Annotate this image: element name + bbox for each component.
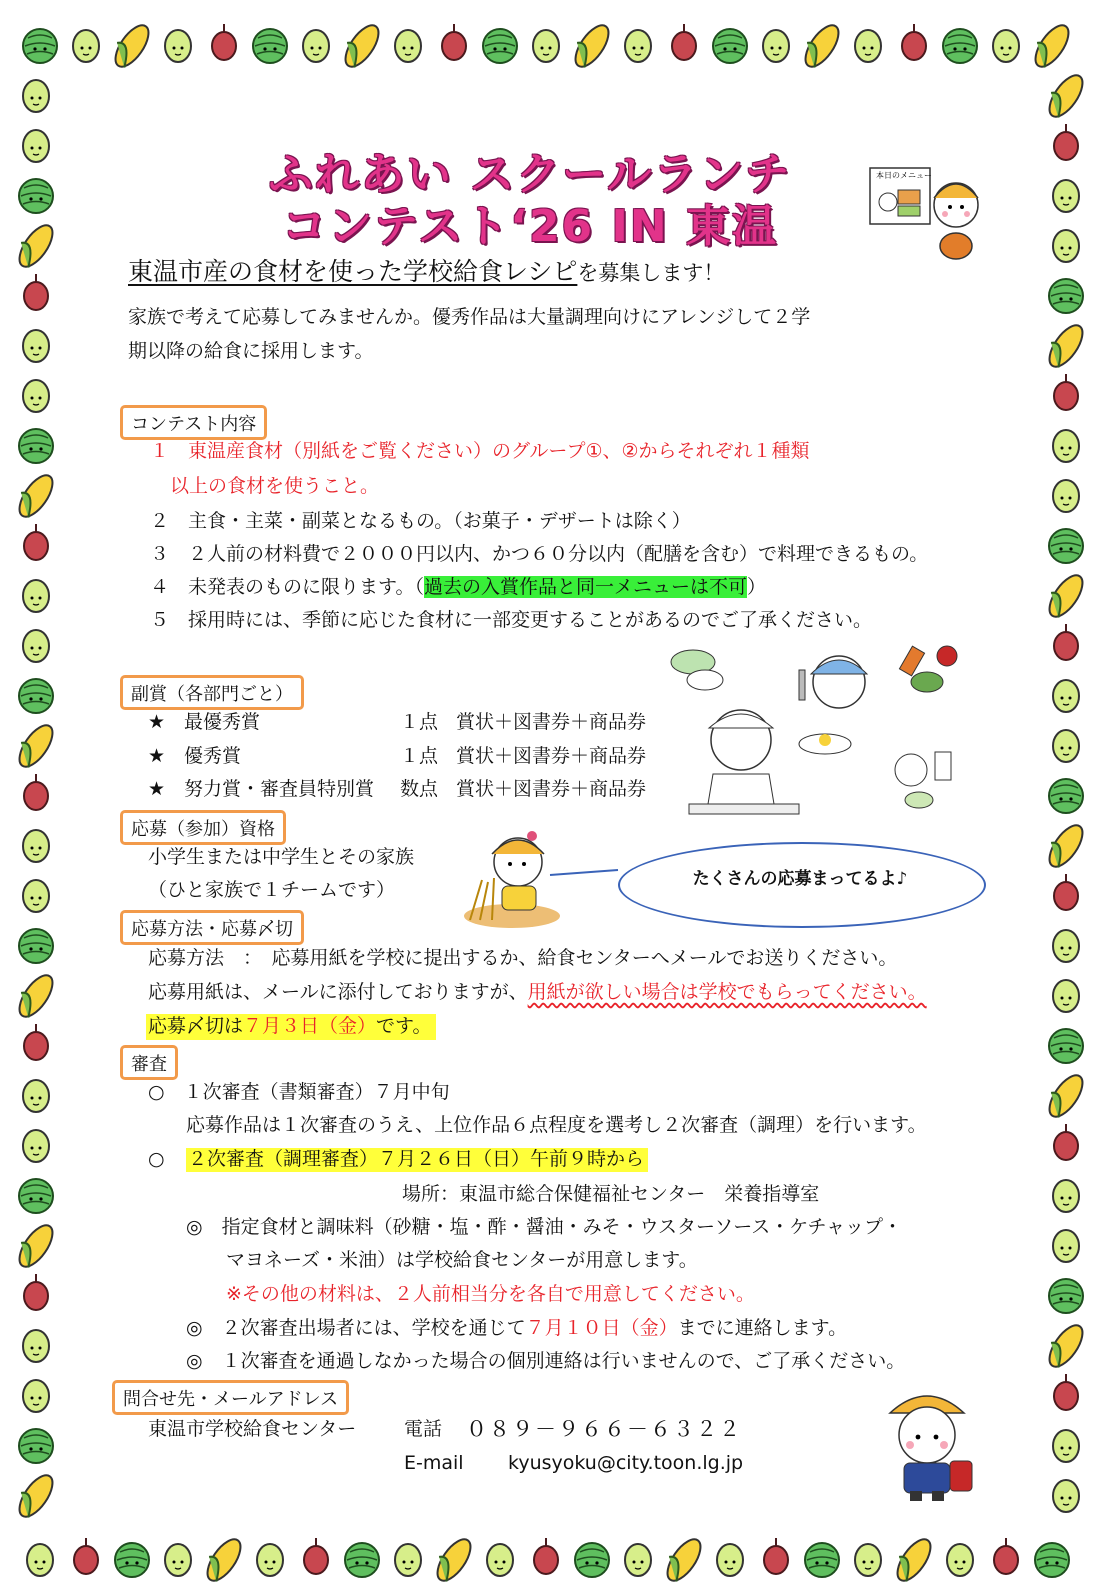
vegetable-icon bbox=[1053, 680, 1079, 712]
lunch-girl-illustration bbox=[868, 160, 988, 260]
vegetable-icon bbox=[1054, 624, 1078, 660]
vegetable-icon bbox=[108, 20, 155, 72]
judging-note-3: ◎ １次審査を通過しなかった場合の個別連絡は行いませんので、ご了承ください。 bbox=[186, 1350, 906, 1372]
deadline bbox=[146, 1014, 436, 1040]
vegetable-icon bbox=[345, 1543, 379, 1577]
vegetable-icon bbox=[23, 830, 49, 862]
vegetable-icon bbox=[338, 20, 385, 72]
vegetable-icon bbox=[763, 30, 789, 62]
vegetable-icon bbox=[1053, 230, 1079, 262]
judging-note-2-pre: ◎ ２次審査出場者には、学校を通じて bbox=[186, 1317, 526, 1339]
contact-tel: ０８９－９６６－６３２２ bbox=[466, 1417, 742, 1441]
vegetable-icon bbox=[115, 1543, 149, 1577]
prize-name: ★ 最優秀賞 bbox=[148, 711, 261, 733]
prize-count: １点 bbox=[400, 711, 439, 733]
menu-card-label: 本日のメニュー bbox=[876, 171, 932, 180]
section-heading-method: 応募方法・応募〆切 bbox=[120, 910, 304, 945]
vegetable-icon bbox=[253, 29, 287, 63]
judging-place: 場所：東温市総合保健福祉センター 栄養指導室 bbox=[402, 1183, 820, 1205]
prize-name: ★ 優秀賞 bbox=[148, 745, 242, 767]
judging-first-detail: 応募作品は１次審査のうえ、上位作品６点程度を選考し２次審査（調理）を行います。 bbox=[186, 1114, 927, 1136]
section-heading-judging: 審査 bbox=[120, 1045, 178, 1080]
method-line-2-red: 用紙が欲しい場合は学校でもらってください。 bbox=[527, 981, 927, 1003]
method-line-1: 応募方法 ： 応募用紙を学校に提出するか、給食センターへメールでお送りください。 bbox=[148, 947, 898, 969]
contest-item-1-line-1: １ 東温産食材（別紙をご覧ください）のグループ①、②からそれぞれ１種類 bbox=[150, 440, 810, 462]
contest-item-4 bbox=[150, 576, 766, 600]
vegetable-icon bbox=[1053, 180, 1079, 212]
vegetable-icon bbox=[74, 1538, 98, 1574]
vegetable-icon bbox=[1028, 20, 1075, 72]
vegetable-icon bbox=[27, 1544, 53, 1576]
vegetable-icon bbox=[672, 24, 696, 60]
contact-email[interactable]: kyusyoku@city.toon.lg.jp bbox=[508, 1452, 744, 1474]
vegetable-icon bbox=[994, 1538, 1018, 1574]
vegetable-icon bbox=[23, 330, 49, 362]
vegetable-icon bbox=[19, 179, 53, 213]
vegetable-icon bbox=[23, 880, 49, 912]
vegetable-icon bbox=[1053, 930, 1079, 962]
vegetable-icon bbox=[947, 1544, 973, 1576]
vegetable-icon bbox=[1053, 1480, 1079, 1512]
vegetable-icon bbox=[625, 30, 651, 62]
vegetable-icon bbox=[23, 1080, 49, 1112]
vegetable-icon bbox=[1042, 70, 1089, 122]
judging-second-mark: ○ bbox=[148, 1148, 165, 1170]
vegetable-icon bbox=[902, 24, 926, 60]
vegetable-icon bbox=[430, 1534, 477, 1586]
deadline-pre: 応募〆切は bbox=[148, 1015, 244, 1037]
vegetable-icon bbox=[1054, 1124, 1078, 1160]
vegetable-icon bbox=[19, 929, 53, 963]
vegetable-icon bbox=[1042, 570, 1089, 622]
vegetable-icon bbox=[483, 29, 517, 63]
prize-reward: 賞状＋図書券＋商品券 bbox=[456, 778, 647, 800]
vegetable-icon bbox=[1042, 1070, 1089, 1122]
speech-bubble-text: たくさんの応募まってるよ♪ bbox=[692, 869, 908, 889]
judging-second: ２次審査（調理審査）７月２６日（日）午前９時から bbox=[186, 1148, 648, 1172]
vegetable-icon bbox=[1049, 1029, 1083, 1063]
vegetable-icon bbox=[23, 80, 49, 112]
vegetable-icon bbox=[12, 970, 59, 1022]
intro-line-1: 家族で考えて応募してみませんか。優秀作品は大量調理向けにアレンジして２学 bbox=[128, 306, 811, 328]
vegetable-icon bbox=[23, 1330, 49, 1362]
contact-email-label: E-mail bbox=[404, 1452, 464, 1474]
vegetable-icon bbox=[890, 1534, 937, 1586]
vegetable-icon bbox=[12, 1220, 59, 1272]
vegetable-icon bbox=[487, 1544, 513, 1576]
contest-item-3: ３ ２人前の材料費で２０００円以内、かつ６０分以内（配膳を含む）で料理できるもの。 bbox=[150, 543, 929, 565]
vegetable-icon bbox=[660, 1534, 707, 1586]
vegetable-icon bbox=[12, 220, 59, 272]
vegetable-icon bbox=[1053, 480, 1079, 512]
vegetable-icon bbox=[19, 679, 53, 713]
prize-count: １点 bbox=[400, 745, 439, 767]
vegetable-icon bbox=[1054, 374, 1078, 410]
vegetable-icon bbox=[855, 30, 881, 62]
vegetable-icon bbox=[165, 30, 191, 62]
vegetable-icon bbox=[1053, 1230, 1079, 1262]
contact-org: 東温市学校給食センター bbox=[148, 1418, 357, 1440]
vegetable-icon bbox=[19, 1179, 53, 1213]
vegetable-icon bbox=[23, 1380, 49, 1412]
vegetable-icon bbox=[1053, 980, 1079, 1012]
cooking-kids-illustration bbox=[665, 640, 975, 820]
lead-suffix: を募集します！ bbox=[577, 261, 725, 285]
vegetable-icon bbox=[713, 29, 747, 63]
contact-tel-label: 電話 bbox=[404, 1418, 443, 1440]
vegetable-icon bbox=[1054, 1374, 1078, 1410]
vegetable-icon bbox=[1049, 279, 1083, 313]
method-line-2-pre: 応募用紙は、メールに添付しておりますが、 bbox=[148, 981, 528, 1003]
intro-line-2: 期以降の給食に採用します。 bbox=[128, 340, 374, 362]
vegetable-icon bbox=[19, 1429, 53, 1463]
vegetable-icon bbox=[534, 1538, 558, 1574]
vegetable-icon bbox=[1053, 1180, 1079, 1212]
judging-first: ○ １次審査（書類審査）７月中旬 bbox=[148, 1081, 450, 1103]
vegetable-icon bbox=[1049, 779, 1083, 813]
eligibility-line-2: （ひと家族で１チームです） bbox=[148, 879, 396, 901]
vegetable-icon bbox=[304, 1538, 328, 1574]
title-line-2: コンテスト‘26 IN 東温 bbox=[281, 201, 779, 252]
vegetable-icon bbox=[23, 380, 49, 412]
section-heading-contest: コンテスト内容 bbox=[120, 405, 267, 440]
vegetable-icon bbox=[568, 20, 615, 72]
vegetable-icon bbox=[855, 1544, 881, 1576]
contest-item-4-pre: ４ 未発表のものに限ります。（ bbox=[150, 576, 424, 598]
section-heading-prizes: 副賞（各部門ごと） bbox=[120, 675, 304, 710]
vegetable-icon bbox=[1042, 820, 1089, 872]
vegetable-icon bbox=[23, 580, 49, 612]
vegetable-icon bbox=[442, 24, 466, 60]
vegetable-icon bbox=[1042, 1320, 1089, 1372]
vegetable-icon bbox=[23, 29, 57, 63]
judging-note-2-post: までに連絡します。 bbox=[677, 1317, 848, 1339]
vegetable-icon bbox=[805, 1543, 839, 1577]
prize-reward: 賞状＋図書券＋商品券 bbox=[456, 745, 647, 767]
contest-item-5: ５ 採用時には、季節に応じた食材に一部変更することがあるのでご了承ください。 bbox=[150, 609, 873, 631]
vegetable-icon bbox=[24, 274, 48, 310]
section-heading-eligibility: 応募（参加）資格 bbox=[120, 810, 286, 845]
section-heading-contact: 問合せ先・メールアドレス bbox=[112, 1380, 349, 1415]
vegetable-icon bbox=[1054, 874, 1078, 910]
vegetable-icon bbox=[12, 720, 59, 772]
vegetable-icon bbox=[24, 1024, 48, 1060]
vegetable-icon bbox=[303, 30, 329, 62]
harvest-girl-illustration bbox=[462, 820, 622, 930]
vegetable-icon bbox=[200, 1534, 247, 1586]
prize-reward: 賞状＋図書券＋商品券 bbox=[456, 711, 647, 733]
lead-text bbox=[128, 252, 724, 288]
vegetable-icon bbox=[257, 1544, 283, 1576]
vegetable-icon bbox=[165, 1544, 191, 1576]
judging-note-2 bbox=[186, 1317, 847, 1341]
vegetable-icon bbox=[19, 429, 53, 463]
vegetable-icon bbox=[395, 30, 421, 62]
vegetable-icon bbox=[717, 1544, 743, 1576]
vegetable-icon bbox=[73, 30, 99, 62]
lead-underlined: 東温市産の食材を使った学校給食レシピ bbox=[128, 257, 578, 286]
contest-item-2: ２ 主食・主菜・副菜となるもの。（お菓子・デザートは除く） bbox=[150, 510, 691, 532]
vegetable-icon bbox=[575, 1543, 609, 1577]
vegetable-icon bbox=[23, 130, 49, 162]
vegetable-icon bbox=[23, 1130, 49, 1162]
vegetable-icon bbox=[395, 1544, 421, 1576]
vegetable-icon bbox=[798, 20, 845, 72]
vegetable-icon bbox=[1053, 1430, 1079, 1462]
vegetable-icon bbox=[1053, 730, 1079, 762]
vegetable-icon bbox=[533, 30, 559, 62]
title-line-1: ふれあい スクールランチ bbox=[268, 149, 792, 200]
judging-note-1-line-2: マヨネーズ・米油）は学校給食センターが用意します。 bbox=[226, 1249, 698, 1271]
method-line-2 bbox=[148, 981, 927, 1005]
vegetable-icon bbox=[1054, 124, 1078, 160]
deadline-post: です。 bbox=[376, 1015, 432, 1037]
judging-note-2-red: ７月１０日（金） bbox=[525, 1317, 678, 1339]
vegetable-icon bbox=[1049, 1279, 1083, 1313]
vegetable-icon bbox=[24, 1274, 48, 1310]
student-illustration bbox=[872, 1385, 982, 1505]
vegetable-icon bbox=[24, 524, 48, 560]
vegetable-icon bbox=[1049, 529, 1083, 563]
vegetable-icon bbox=[23, 630, 49, 662]
deadline-date: ７月３日（金） bbox=[243, 1015, 377, 1037]
eligibility-line-1: 小学生または中学生とその家族 bbox=[148, 846, 415, 868]
vegetable-icon bbox=[1042, 320, 1089, 372]
vegetable-icon bbox=[993, 30, 1019, 62]
prize-name: ★ 努力賞・審査員特別賞 bbox=[148, 778, 375, 800]
vegetable-icon bbox=[212, 24, 236, 60]
vegetable-icon bbox=[24, 774, 48, 810]
judging-note-1-red: ※その他の材料は、２人前相当分を各自で用意してください。 bbox=[226, 1283, 755, 1305]
contest-item-4-highlight: 過去の入賞作品と同一メニューは不可 bbox=[423, 576, 747, 598]
vegetable-icon bbox=[1053, 430, 1079, 462]
vegetable-icon bbox=[943, 29, 977, 63]
judging-note-1-line-1: ◎ 指定食材と調味料（砂糖・塩・酢・醤油・みそ・ウスターソース・ケチャップ・ bbox=[186, 1216, 902, 1238]
vegetable-icon bbox=[625, 1544, 651, 1576]
vegetable-icon bbox=[1035, 1543, 1069, 1577]
vegetable-icon bbox=[764, 1538, 788, 1574]
vegetable-icon bbox=[12, 1470, 59, 1522]
contest-item-4-post: ） bbox=[747, 576, 767, 598]
contest-item-1-line-2: 以上の食材を使うこと。 bbox=[170, 475, 380, 497]
prize-count: 数点 bbox=[400, 778, 439, 800]
vegetable-icon bbox=[12, 470, 59, 522]
